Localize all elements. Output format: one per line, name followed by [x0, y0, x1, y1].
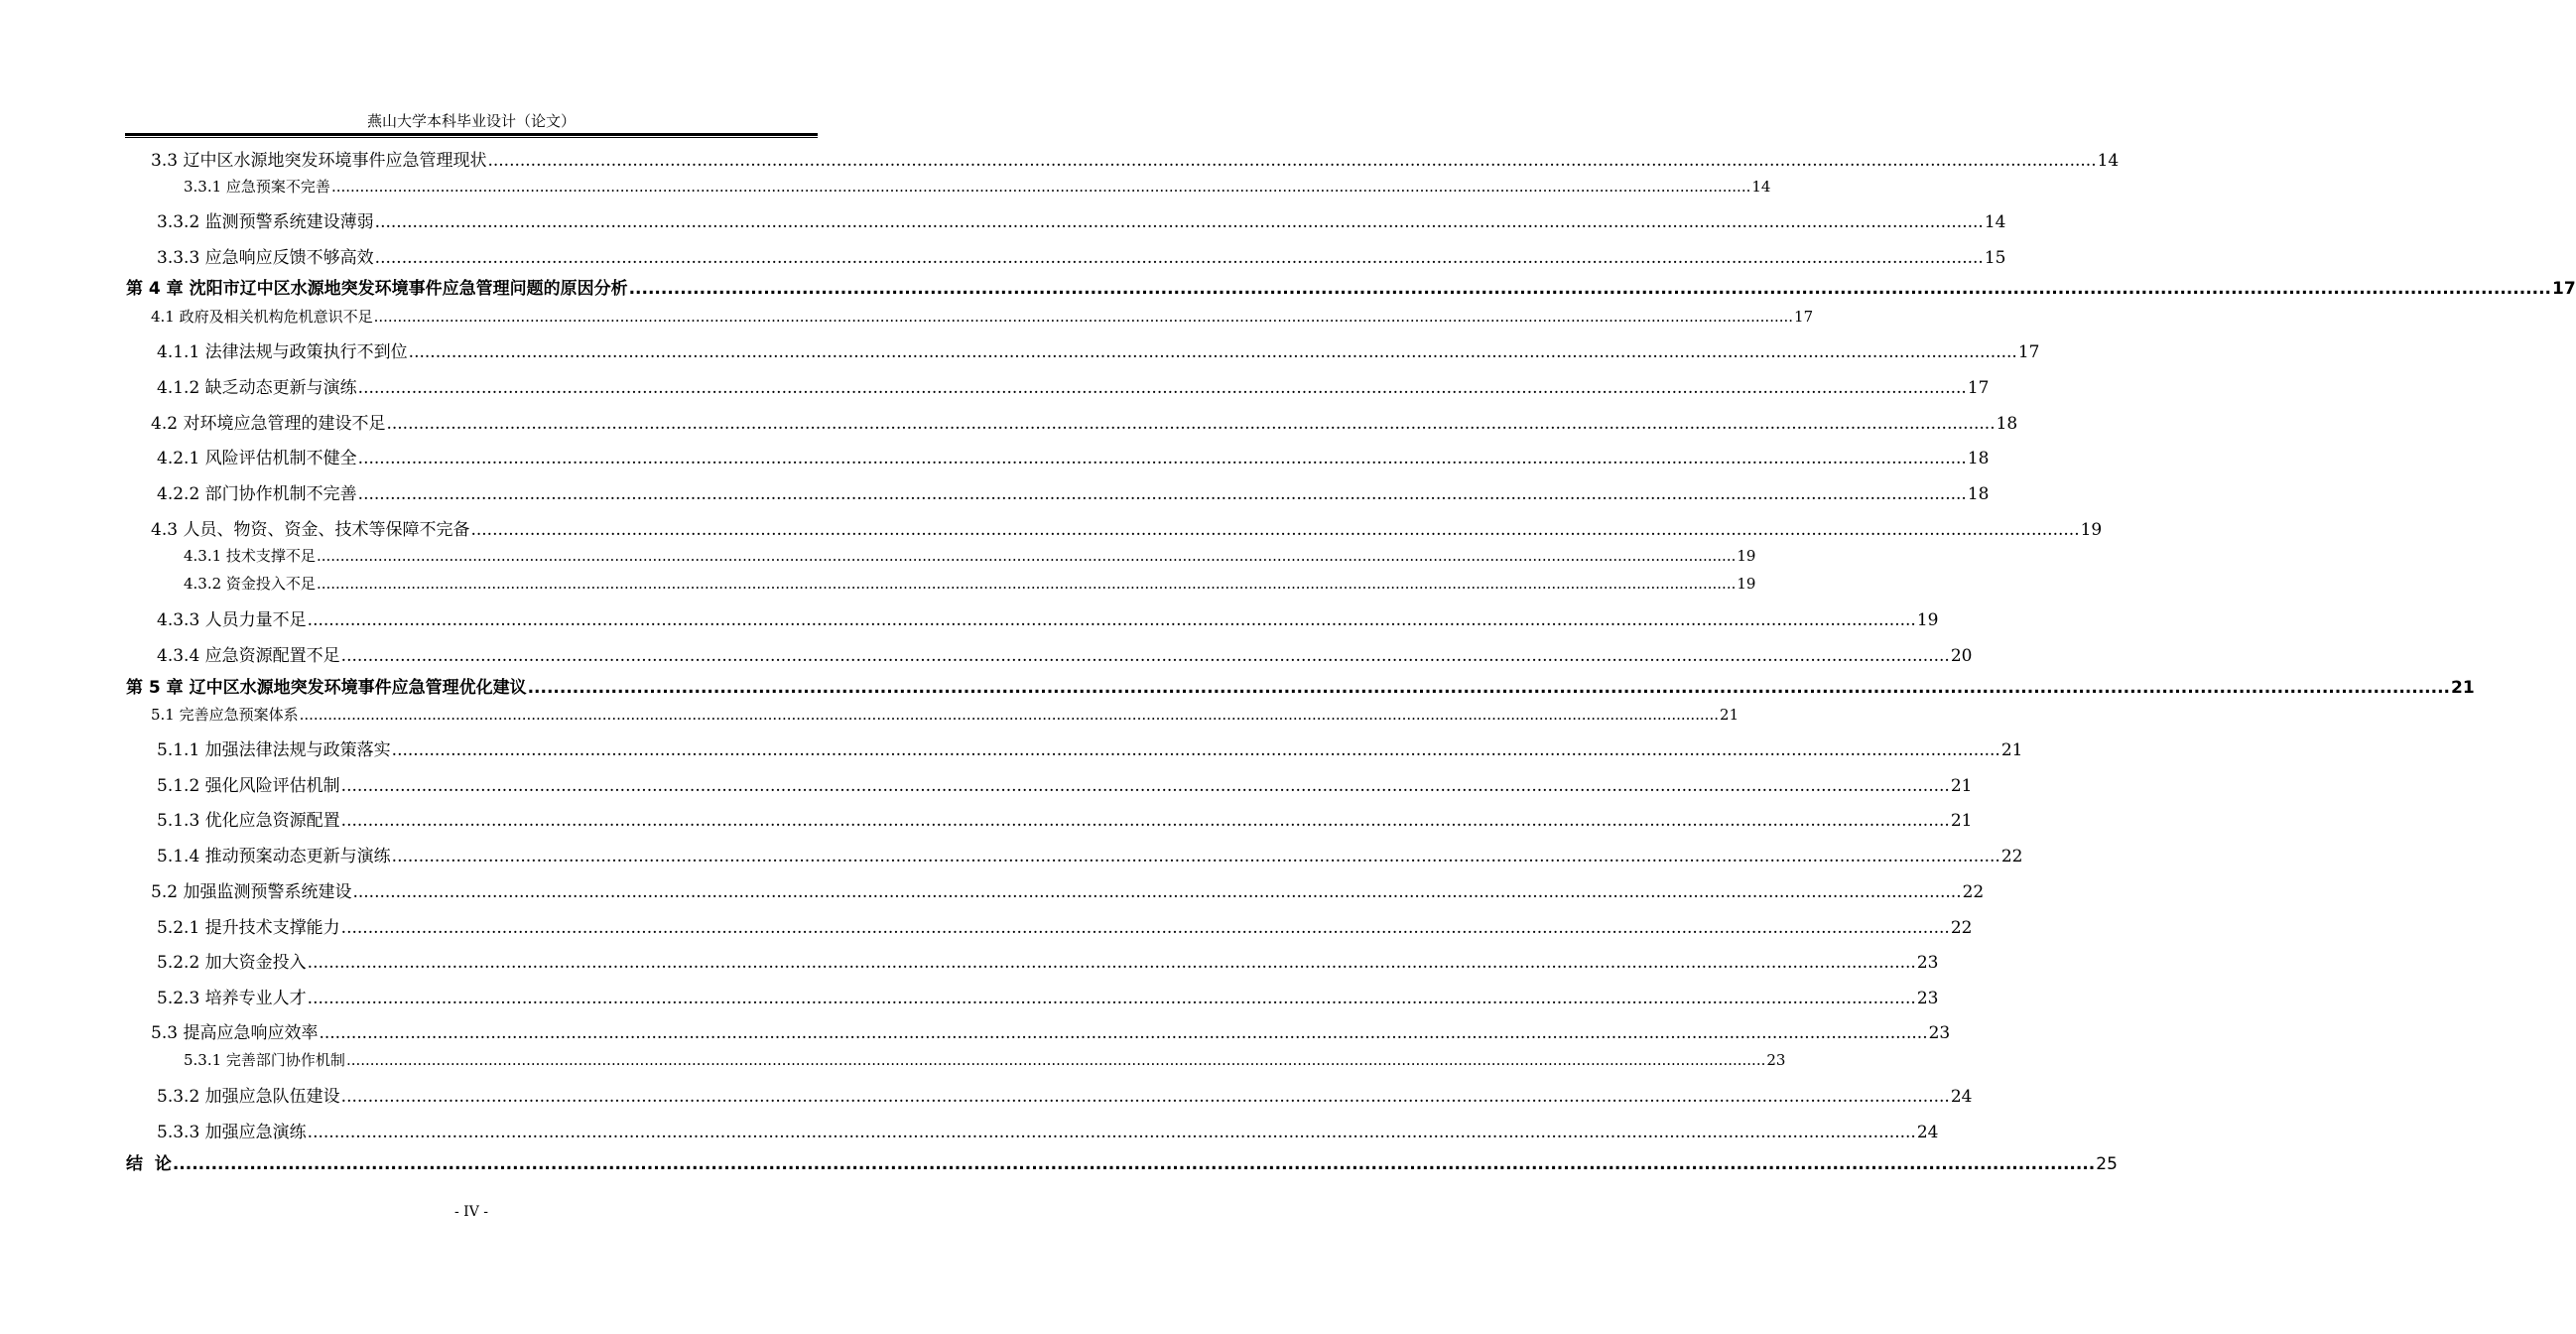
- toc-leader: ............................................................................................................................................................................................................................................................................................................: [527, 678, 2450, 698]
- toc-entry[interactable]: [157, 771, 1973, 796]
- toc-leader: ............................................................................................................................................................................................................................................................................................................: [319, 1023, 1928, 1043]
- toc-leader: ............................................................................................................................................................................................................................................................................................................: [391, 847, 2000, 867]
- toc-entry[interactable]: [151, 146, 2120, 171]
- toc-entry[interactable]: [157, 984, 1939, 1008]
- toc-entry-title: 5.2.3 培养专业人才: [157, 989, 307, 1008]
- toc-leader: ............................................................................................................................................................................................................................................................................................................: [340, 811, 1950, 831]
- toc-leader: ............................................................................................................................................................................................................................................................................................................: [299, 706, 1720, 724]
- toc-entry-page: 24: [1916, 1123, 1939, 1142]
- toc-entry-page: 19: [1737, 575, 1756, 593]
- toc-chapter-entry[interactable]: [126, 1149, 2118, 1174]
- toc-entry[interactable]: [157, 842, 2023, 867]
- toc-leader: ............................................................................................................................................................................................................................................................................................................: [628, 279, 2551, 299]
- toc-entry-title: 5.2.1 提升技术支撑能力: [157, 918, 340, 938]
- toc-entry-title: 4.2.1 风险评估机制不健全: [157, 449, 357, 468]
- toc-entry-page: 21: [2000, 740, 2023, 760]
- toc-entry-page: 21: [2451, 678, 2475, 698]
- toc-entry-page: 20: [1950, 646, 1973, 666]
- page-number: - IV -: [453, 1204, 488, 1220]
- toc-chapter-entry[interactable]: [126, 673, 2475, 698]
- toc-leader: ............................................................................................................................................................................................................................................................................................................: [373, 308, 1794, 326]
- toc-leader: ............................................................................................................................................................................................................................................................................................................: [374, 248, 1984, 268]
- toc-entry[interactable]: [157, 913, 1973, 938]
- toc-entry-page: 21: [1950, 811, 1973, 831]
- toc-leader: ............................................................................................................................................................................................................................................................................................................: [340, 918, 1950, 938]
- toc-entry[interactable]: [157, 605, 1939, 630]
- toc-entry[interactable]: [151, 409, 2018, 434]
- toc-leader: ............................................................................................................................................................................................................................................................................................................: [340, 776, 1950, 796]
- toc-entry-title: 5.1.1 加强法律法规与政策落实: [157, 740, 391, 760]
- toc-entry-page: 15: [1984, 248, 2006, 268]
- toc-entry-title: 3.3 辽中区水源地突发环境事件应急管理现状: [151, 151, 487, 171]
- toc-entry[interactable]: [184, 545, 1756, 566]
- toc-entry[interactable]: [184, 1049, 1786, 1070]
- toc-entry-page: 22: [1962, 882, 1985, 902]
- toc-leader: ............................................................................................................................................................................................................................................................................................................: [352, 882, 1962, 902]
- toc-entry-page: 14: [1751, 178, 1771, 196]
- toc-entry[interactable]: [157, 1082, 1973, 1107]
- toc-entry-title: 5.1.2 强化风险评估机制: [157, 776, 340, 796]
- toc-leader: ............................................................................................................................................................................................................................................................................................................: [374, 212, 1984, 232]
- toc-entry-title: 5.1.4 推动预案动态更新与演练: [157, 847, 391, 867]
- toc-leader: ............................................................................................................................................................................................................................................................................................................: [307, 1123, 1916, 1142]
- toc-entry-title: 5.3 提高应急响应效率: [151, 1023, 319, 1043]
- toc-entry-page: 24: [1950, 1087, 1973, 1107]
- toc-entry-page: 17: [1967, 378, 1990, 398]
- toc-leader: ............................................................................................................................................................................................................................................................................................................: [330, 178, 1751, 196]
- toc-entry-page: 17: [2552, 279, 2576, 299]
- toc-entry-page: 17: [1794, 308, 1814, 326]
- toc-entry-page: 19: [1737, 547, 1756, 565]
- toc-entry-title: 5.3.3 加强应急演练: [157, 1123, 307, 1142]
- toc-entry[interactable]: [157, 948, 1939, 973]
- toc-entry-title: 第 5 章 辽中区水源地突发环境事件应急管理优化建议: [126, 678, 527, 698]
- toc-entry[interactable]: [157, 337, 2040, 362]
- toc-entry-page: 18: [1996, 414, 2018, 434]
- toc-entry[interactable]: [157, 207, 2006, 232]
- toc-entry-title: 4.3.4 应急资源配置不足: [157, 646, 340, 666]
- toc-leader: ............................................................................................................................................................................................................................................................................................................: [307, 953, 1916, 973]
- toc-leader: ............................................................................................................................................................................................................................................................................................................: [391, 740, 2000, 760]
- toc-leader: ............................................................................................................................................................................................................................................................................................................: [357, 449, 1967, 468]
- toc-entry-title: 4.2.2 部门协作机制不完善: [157, 484, 357, 504]
- toc-chapter-entry[interactable]: [126, 274, 2576, 299]
- toc-entry-page: 22: [2000, 847, 2023, 867]
- toc-entry-page: 18: [1967, 484, 1990, 504]
- toc-entry[interactable]: [157, 373, 1990, 398]
- toc-entry[interactable]: [151, 1018, 1951, 1043]
- toc-entry-page: 19: [2080, 520, 2103, 540]
- toc-entry-title: 4.1.1 法律法规与政策执行不到位: [157, 342, 408, 362]
- toc-entry-title: 4.3.2 资金投入不足: [184, 575, 316, 593]
- toc-entry[interactable]: [184, 176, 1771, 197]
- toc-entry-title: 3.3.3 应急响应反馈不够高效: [157, 248, 374, 268]
- toc-entry[interactable]: [157, 735, 2023, 760]
- toc-entry[interactable]: [151, 306, 1814, 327]
- toc-entry-page: 21: [1720, 706, 1739, 724]
- toc-leader: ............................................................................................................................................................................................................................................................................................................: [340, 646, 1950, 666]
- toc-entry-title: 5.2 加强监测预警系统建设: [151, 882, 352, 902]
- toc-entry-page: 19: [1916, 610, 1939, 630]
- toc-entry-title: 5.1 完善应急预案体系: [151, 706, 299, 724]
- toc-entry-title: 5.1.3 优化应急资源配置: [157, 811, 340, 831]
- toc-leader: ............................................................................................................................................................................................................................................................................................................: [307, 989, 1916, 1008]
- toc-entry-title: 4.3.1 技术支撑不足: [184, 547, 316, 565]
- toc-entry-title: 3.3.2 监测预警系统建设薄弱: [157, 212, 374, 232]
- toc-entry-page: 23: [1916, 989, 1939, 1008]
- toc-entry-title: 4.2 对环境应急管理的建设不足: [151, 414, 386, 434]
- toc-entry[interactable]: [157, 243, 2006, 268]
- toc-entry-page: 17: [2017, 342, 2040, 362]
- running-header: 燕山大学本科毕业设计（论文）: [366, 112, 576, 130]
- toc-entry-page: 23: [1766, 1051, 1786, 1069]
- toc-leader: ............................................................................................................................................................................................................................................................................................................: [316, 547, 1737, 565]
- toc-entry-page: 23: [1916, 953, 1939, 973]
- toc-leader: ............................................................................................................................................................................................................................................................................................................: [386, 414, 1996, 434]
- toc-leader: ............................................................................................................................................................................................................................................................................................................: [357, 378, 1967, 398]
- toc-entry[interactable]: [157, 1118, 1939, 1142]
- toc-leader: ............................................................................................................................................................................................................................................................................................................: [470, 520, 2080, 540]
- toc-leader: ............................................................................................................................................................................................................................................................................................................: [487, 151, 2097, 171]
- toc-entry-title: 5.3.1 完善部门协作机制: [184, 1051, 345, 1069]
- toc-entry-page: 22: [1950, 918, 1973, 938]
- toc-leader: ............................................................................................................................................................................................................................................................................................................: [340, 1087, 1950, 1107]
- header-rule-thin: [125, 137, 818, 138]
- toc-entry-title: 4.1.2 缺乏动态更新与演练: [157, 378, 357, 398]
- toc-entry[interactable]: [157, 444, 1990, 468]
- toc-entry-page: 14: [2097, 151, 2120, 171]
- toc-leader: ............................................................................................................................................................................................................................................................................................................: [316, 575, 1737, 593]
- toc-leader: ............................................................................................................................................................................................................................................................................................................: [345, 1051, 1766, 1069]
- toc-leader: ............................................................................................................................................................................................................................................................................................................: [408, 342, 2017, 362]
- toc-entry-page: 21: [1950, 776, 1973, 796]
- toc-entry-title: 5.3.2 加强应急队伍建设: [157, 1087, 340, 1107]
- toc-entry-page: 23: [1928, 1023, 1951, 1043]
- toc-entry-page: 14: [1984, 212, 2006, 232]
- toc-entry-page: 25: [2096, 1154, 2118, 1174]
- toc-entry[interactable]: [157, 641, 1973, 666]
- toc-entry-page: 18: [1967, 449, 1990, 468]
- toc-entry[interactable]: [151, 877, 1985, 902]
- toc-entry-title: 3.3.1 应急预案不完善: [184, 178, 330, 196]
- toc-entry-title: 第 4 章 沈阳市辽中区水源地突发环境事件应急管理问题的原因分析: [126, 279, 628, 299]
- header-rule-thick: [125, 133, 818, 136]
- toc-leader: ............................................................................................................................................................................................................................................................................................................: [172, 1154, 2096, 1174]
- toc-entry-title: 4.3 人员、物资、资金、技术等保障不完备: [151, 520, 470, 540]
- toc-leader: ............................................................................................................................................................................................................................................................................................................: [307, 610, 1916, 630]
- toc-entry[interactable]: [157, 806, 1973, 831]
- toc-entry[interactable]: [157, 479, 1990, 504]
- toc-entry-title: 5.2.2 加大资金投入: [157, 953, 307, 973]
- toc-entry[interactable]: [151, 704, 1739, 725]
- toc-leader: ............................................................................................................................................................................................................................................................................................................: [357, 484, 1967, 504]
- toc-entry-title: 结 论: [126, 1154, 172, 1174]
- toc-entry-title: 4.3.3 人员力量不足: [157, 610, 307, 630]
- toc-entry[interactable]: [184, 573, 1756, 594]
- toc-entry[interactable]: [151, 515, 2103, 540]
- toc-entry-title: 4.1 政府及相关机构危机意识不足: [151, 308, 373, 326]
